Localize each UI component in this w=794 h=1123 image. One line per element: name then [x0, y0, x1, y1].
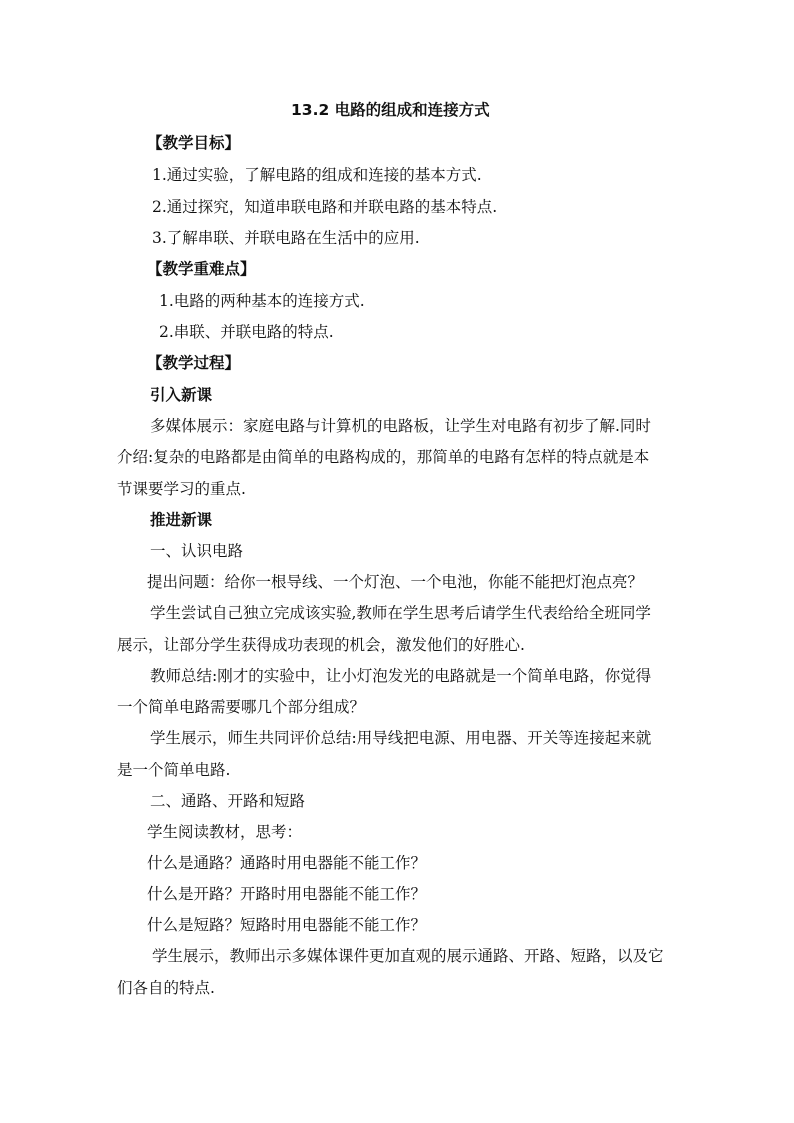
advance-heading: 推进新课 — [150, 511, 213, 529]
section-heading: 一、认识电路 — [150, 542, 244, 560]
paragraph-line: 学生展示，师生共同评价总结:用导线把电源、用电器、开关等连接起来就 — [150, 729, 652, 747]
paragraph-line: 教师总结:刚才的实验中，让小灯泡发光的电路就是一个简单电路，你觉得 — [150, 667, 652, 685]
question-line: 什么是短路？短路时用电器能不能工作？ — [147, 916, 427, 934]
paragraph-line: 学生阅读教材，思考： — [147, 823, 303, 841]
goal-item: 1.通过实验，了解电路的组成和连接的基本方式. — [152, 166, 482, 184]
paragraph-line: 们各自的特点. — [117, 979, 215, 997]
keypoints-heading: 【教学重难点】 — [147, 260, 256, 278]
paragraph-line: 是一个简单电路. — [117, 761, 231, 779]
question-line: 什么是通路？通路时用电器能不能工作？ — [147, 854, 427, 872]
paragraph-line: 多媒体展示：家庭电路与计算机的电路板，让学生对电路有初步了解.同时 — [150, 417, 651, 435]
keypoint-item: 1.电路的两种基本的连接方式. — [159, 292, 365, 310]
intro-heading: 引入新课 — [150, 386, 213, 404]
paragraph-line: 节课要学习的重点. — [117, 480, 246, 498]
goals-heading: 【教学目标】 — [147, 134, 241, 152]
paragraph-line: 提出问题：给你一根导线、一个灯泡、一个电池，你能不能把灯泡点亮？ — [147, 573, 644, 591]
goal-item: 3.了解串联、并联电路在生活中的应用. — [152, 229, 420, 247]
process-heading: 【教学过程】 — [147, 354, 241, 372]
paragraph-line: 学生尝试自己独立完成该实验,教师在学生思考后请学生代表给给全班同学 — [150, 604, 651, 622]
keypoint-item: 2.串联、并联电路的特点. — [159, 323, 334, 341]
page-title: 13.2 电路的组成和连接方式 — [291, 101, 490, 119]
paragraph-line: 学生展示，教师出示多媒体课件更加直观的展示通路、开路、短路，以及它 — [152, 947, 664, 965]
question-line: 什么是开路？开路时用电器能不能工作？ — [147, 885, 427, 903]
paragraph-line: 展示，让部分学生获得成功表现的机会，激发他们的好胜心. — [117, 636, 525, 654]
paragraph-line: 介绍:复杂的电路都是由简单的电路构成的，那简单的电路有怎样的特点就是本 — [117, 448, 650, 466]
goal-item: 2.通过探究，知道串联电路和并联电路的基本特点. — [152, 198, 498, 216]
section-heading: 二、通路、开路和短路 — [150, 792, 306, 810]
paragraph-line: 一个简单电路需要哪几个部分组成？ — [117, 698, 366, 716]
